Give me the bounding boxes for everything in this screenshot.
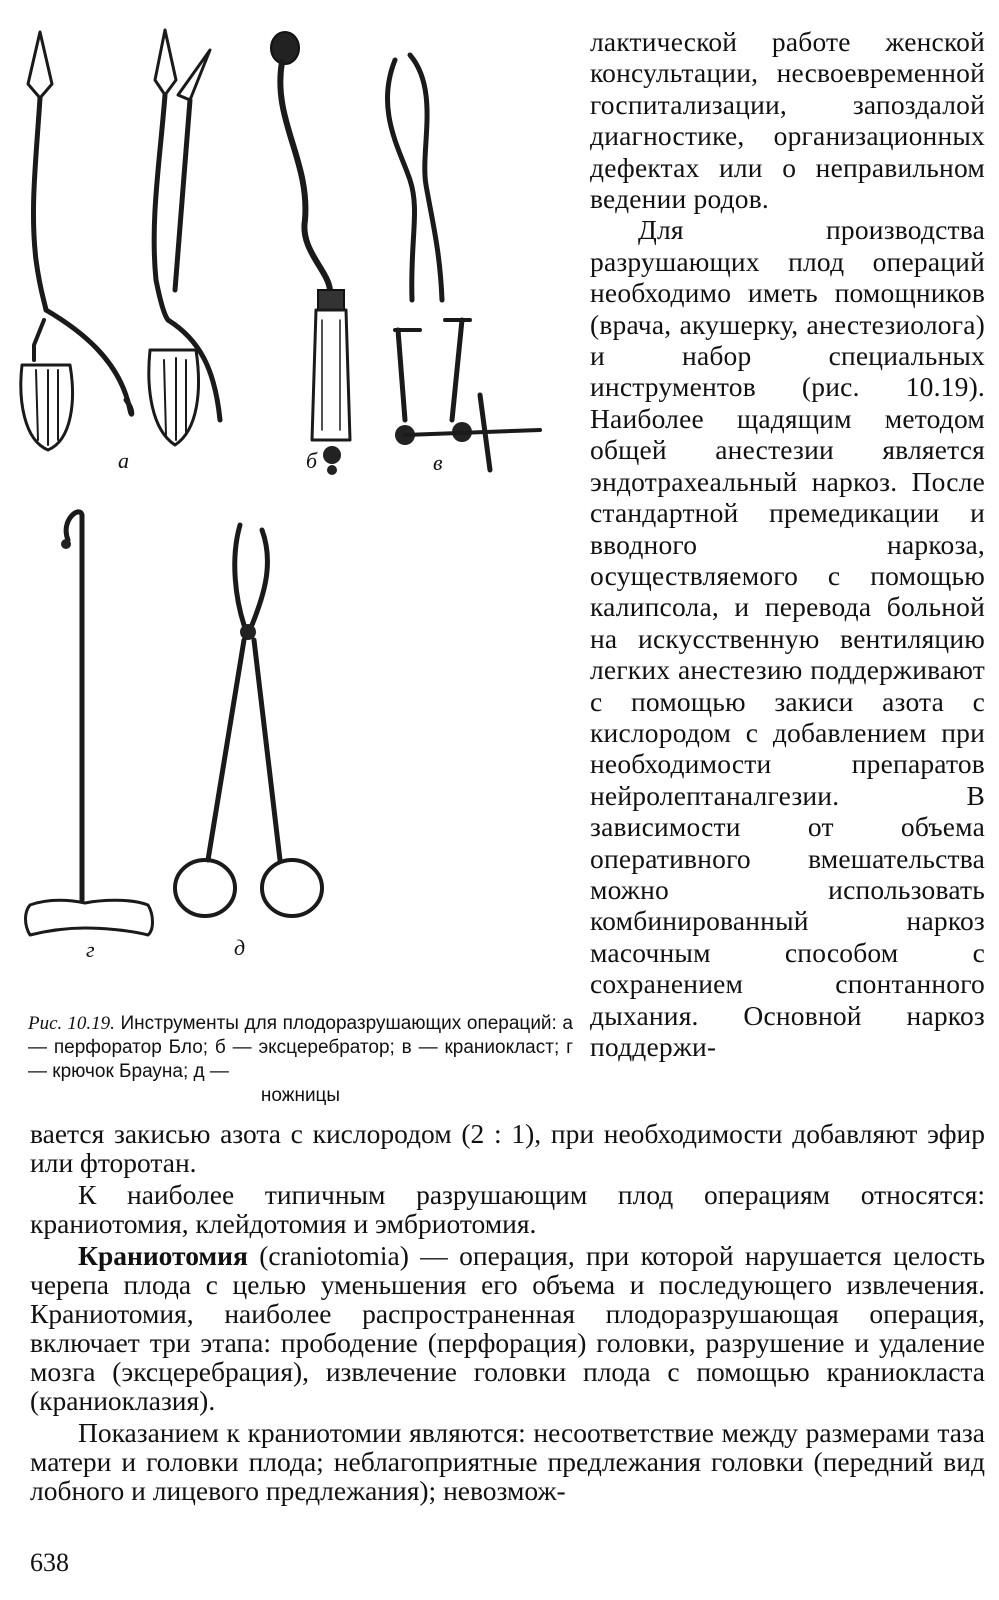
- full-width-text: [30, 1119, 985, 1505]
- caption-body: Инструменты для плодоразрушающих операций: а — перфоратор Бло; б — эксцеребратор; в — краниокласт; г — крючок Брауна; д —: [28, 1013, 573, 1082]
- cranioclast-illustration: [387, 55, 540, 470]
- figure-label-v: в: [433, 450, 443, 475]
- excerebrator-illustration: [271, 32, 350, 475]
- braun-hook-illustration: [26, 512, 153, 935]
- paragraph-craniotomy: [30, 1241, 985, 1415]
- term-craniotomy: Краниотомия: [78, 1240, 248, 1271]
- figure-caption: [28, 1012, 573, 1108]
- paragraph-continuation: вается закисью азота с кислородом (2 : 1), при необходимости добавляют эфир или фторотан.: [30, 1118, 985, 1178]
- page-number: 638: [30, 1548, 69, 1577]
- perforator-open-illustration: [149, 30, 220, 445]
- figure-label-d: д: [234, 935, 246, 960]
- instrument-illustrations: [0, 0, 585, 1000]
- instrument-figure: [0, 0, 585, 1130]
- paragraph-typical-operations: К наиболее типичным разрушающим плод операциям относятся: краниотомия, клейдотомия и эмбриотомия.: [30, 1179, 985, 1239]
- paragraph-consultation: лактической работе женской консультации, несвоевременной госпитализации, запоздалой диагностике, организационных дефектах или о неправильном ведении родов.: [590, 26, 985, 215]
- paragraph-anesthesia: Для производства разрушающих плод операций необходимо иметь помощников (врача, акушерку, анестезиолога) и набор специальных инструментов (рис. 10.19). Наиболее щадящим методом общей анестезии является эндотрахеальный наркоз. После стандартной премедикации и вводного наркоза, осуществляемого с помощью калипсола, и перевода больной на искусственную вентиляцию легких анестезию поддерживают с помощью закиси азота с кислородом с добавлением при необходимости препаратов нейролептаналгезии. В зависимости от объема оперативного вмешательства можно использовать комбинированный наркоз масочным способом с сохранением спонтанного дыхания. Основной наркоз поддержи-: [590, 214, 985, 1062]
- scissors-illustration: [175, 525, 322, 916]
- paragraph-indications: Показанием к краниотомии являются: несоответствие между размерами таза матери и головки плода; неблагоприятные предлежания головки (передний вид лобного и лицевого предлежания); невозмож-: [30, 1417, 985, 1506]
- right-text-column: [590, 26, 985, 1062]
- figure-label-b: б: [306, 448, 318, 473]
- caption-last-line: ножницы: [260, 1085, 341, 1106]
- craniotomy-definition: (craniotomia) — операция, при которой нарушается целость черепа плода с целью уменьшения его объема и последующего извлечения. Краниотомия, наиболее распространенная плодоразрушающая операция, включает три этапа: прободение (перфорация) головки, разрушение и удаление мозга (эксцеребрация), извлечение головки плода с помощью краниокласта (краниоклазия).: [30, 1240, 985, 1416]
- figure-label-g: г: [86, 937, 95, 962]
- perforator-blot-illustration: [21, 32, 132, 450]
- caption-prefix: Рис. 10.19.: [28, 1013, 115, 1034]
- figure-label-a: а: [118, 448, 129, 473]
